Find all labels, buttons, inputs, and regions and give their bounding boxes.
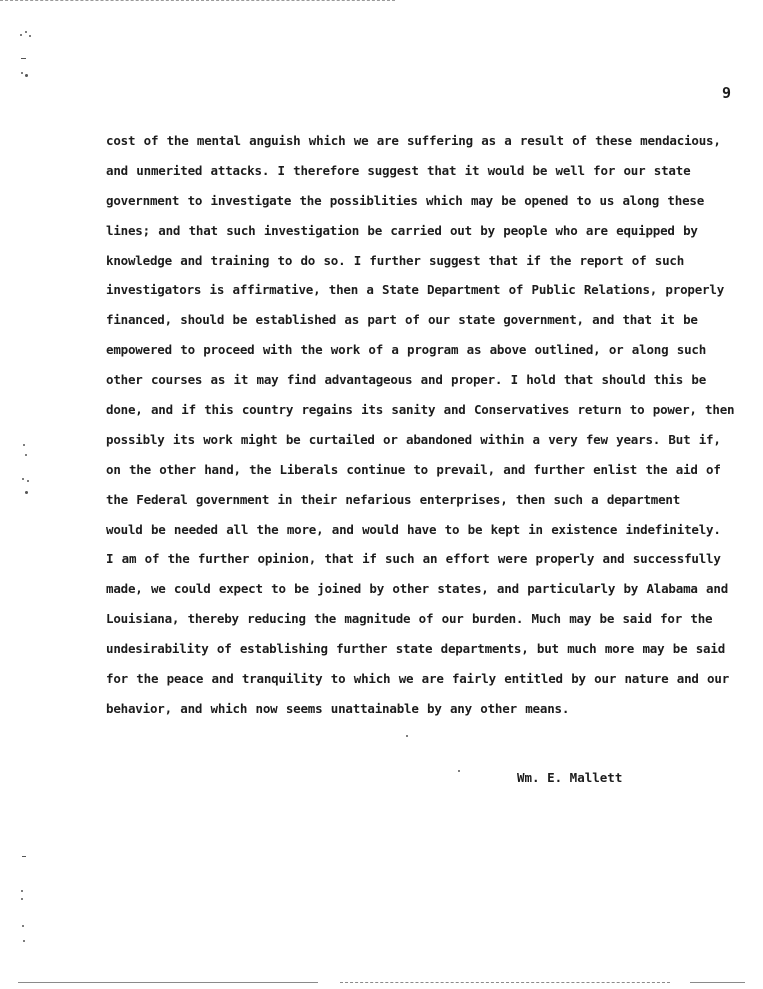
scan-speck (21, 58, 26, 59)
signature: Wm. E. Mallett (517, 770, 623, 785)
text-line: possibly its work might be curtailed or abandoned within a very few years. But if, (106, 431, 721, 447)
text-line: for the peace and tranquility to which we are fairly entitled by our nature and our (106, 671, 730, 687)
text-line: Louisiana, thereby reducing the magnitude of our burden. Much may be said for the (106, 611, 713, 627)
scan-speck (20, 34, 22, 36)
text-line: the Federal government in their nefarious enterprises, then such a department (106, 491, 681, 507)
text-line: behavior, and which now seems unattainable by any other means. (106, 700, 570, 716)
scan-speck (21, 890, 23, 892)
text-line: other courses as it may find advantageous and proper. I hold that should this be (106, 372, 707, 388)
scan-speck (29, 35, 31, 37)
text-line: lines; and that such investigation be carried out by people who are equipped by (106, 222, 698, 238)
text-line: undesirability of establishing further state departments, but much more may be said (106, 641, 726, 657)
text-line: would be needed all the more, and would have to be kept in existence indefinitely. (106, 521, 721, 537)
text-line: on the other hand, the Liberals continue to prevail, and further enlist the aid of (106, 461, 721, 477)
scan-speck (23, 444, 25, 446)
scan-speck (23, 940, 25, 942)
text-line: done, and if this country regains its sanity and Conservatives return to power, then (106, 402, 735, 418)
text-line: and unmerited attacks. I therefore suggest that it would be well for our state (106, 162, 691, 178)
text-line: cost of the mental anguish which we are suffering as a result of these mendacious, (106, 133, 721, 148)
scan-speck (22, 478, 24, 480)
scan-speck (27, 480, 29, 482)
text-line: investigators is affirmative, then a State Department of Public Relations, properly (106, 282, 725, 298)
body-paragraph (106, 126, 738, 724)
bottom-scan-edge (340, 982, 670, 983)
scan-speck (22, 856, 26, 857)
text-line: knowledge and training to do so. I further suggest that if the report of such (106, 252, 685, 268)
text-line: government to investigate the possiblities which may be opened to us along these (106, 192, 705, 208)
text-line: financed, should be established as part of our state government, and that it be (106, 312, 698, 328)
scan-speck (25, 31, 27, 33)
scan-speck (22, 925, 24, 927)
scan-speck (25, 491, 28, 494)
text-line: empowered to proceed with the work of a program as above outlined, or along such (106, 342, 707, 358)
page-number: 9 (722, 84, 732, 102)
scan-speck (21, 898, 23, 900)
text-line: I am of the further opinion, that if such an effort were properly and successfully (106, 551, 721, 567)
text-line: made, we could expect to be joined by other states, and particularly by Alabama and (106, 581, 729, 597)
scan-speck (25, 454, 27, 456)
scan-speck (25, 74, 28, 77)
bottom-scan-edge (18, 982, 318, 983)
scan-speck (458, 770, 460, 772)
scan-speck (21, 72, 23, 74)
scan-speck (406, 735, 408, 737)
bottom-scan-edge (690, 982, 745, 983)
top-scan-edge (0, 0, 395, 1)
